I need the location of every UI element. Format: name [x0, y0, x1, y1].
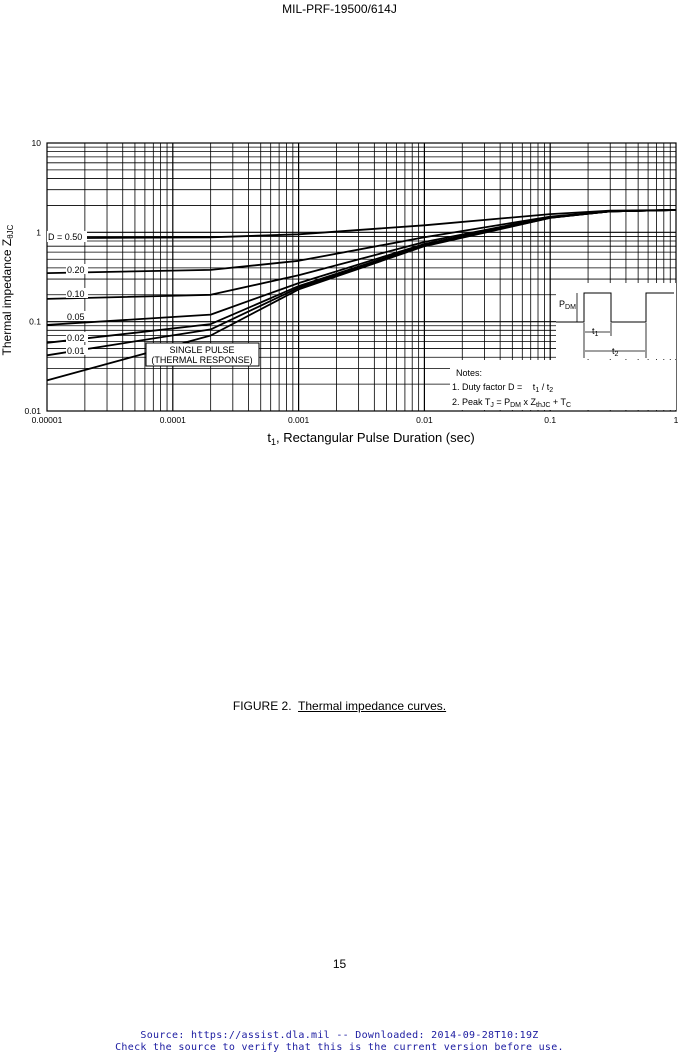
- caption-title: Thermal impedance curves.: [298, 699, 447, 713]
- pulse-waveform-inset: [556, 283, 676, 359]
- footer-verify: Check the source to verify that this is the current version before use.: [115, 1042, 564, 1053]
- svg-text:2. Peak TJ = PDM x ZthJC + T: 2. Peak $T_J = P_{DM}$ x $Z_{thJC} + T_C$: [452, 397, 572, 409]
- x-axis-title: $t_1$, Rectangular Pulse Duration (sec): [267, 430, 475, 447]
- svg-text:1. Duty factor D = t1 /: 1. Duty factor D = $t_1 / t_2$: [452, 382, 554, 394]
- label-d-001: 0.01: [67, 346, 85, 356]
- download-footer: [0, 1030, 679, 1054]
- y-tick-label: 0.1: [29, 316, 41, 327]
- svg-text:t1: $t_1$: [592, 326, 599, 338]
- x-tick-label: 0.00001: [31, 415, 63, 425]
- y-tick-label: 0.01: [24, 406, 41, 416]
- label-d-050: D = 0.50: [48, 232, 83, 242]
- label-d-020: 0.20: [67, 265, 85, 275]
- document-header: MIL-PRF-19500/614J: [282, 2, 397, 16]
- x-tick-label: 0.01: [416, 415, 433, 425]
- svg-text:Notes:: Notes:: [456, 368, 483, 378]
- svg-text:t2: $t_2$: [612, 346, 619, 358]
- x-tick-label: 1: [673, 415, 679, 425]
- series-labels: [47, 231, 88, 356]
- caption-prefix: FIGURE 2.: [232, 699, 292, 713]
- y-axis-title: Thermal impedance ZθJC: [0, 224, 15, 356]
- page-number: 15: [332, 957, 347, 971]
- single-pulse-label: [146, 343, 259, 366]
- svg-text:PDM: $P_{DM}$: [559, 299, 576, 311]
- label-d-002: 0.02: [67, 333, 85, 343]
- x-tick-label: 0.1: [544, 415, 557, 425]
- svg-text:SINGLE PULSE: SINGLE PULSE: [169, 345, 235, 355]
- label-d-010: 0.10: [67, 289, 85, 299]
- y-tick-label: 10: [31, 138, 41, 148]
- figure-caption: [0, 699, 679, 713]
- notes-box: [450, 360, 676, 410]
- label-d-005: 0.05: [67, 312, 85, 322]
- x-tick-label: 0.0001: [159, 415, 186, 425]
- svg-text:(THERMAL RESPONSE): (THERMAL RESPONSE): [151, 355, 253, 365]
- x-tick-label: 0.001: [287, 415, 310, 425]
- thermal-impedance-chart: [0, 130, 679, 460]
- footer-source: Source: https://assist.dla.mil -- Downloaded: 2014-09-28T10:19Z: [140, 1030, 539, 1041]
- y-tick-label: 1: [36, 227, 41, 238]
